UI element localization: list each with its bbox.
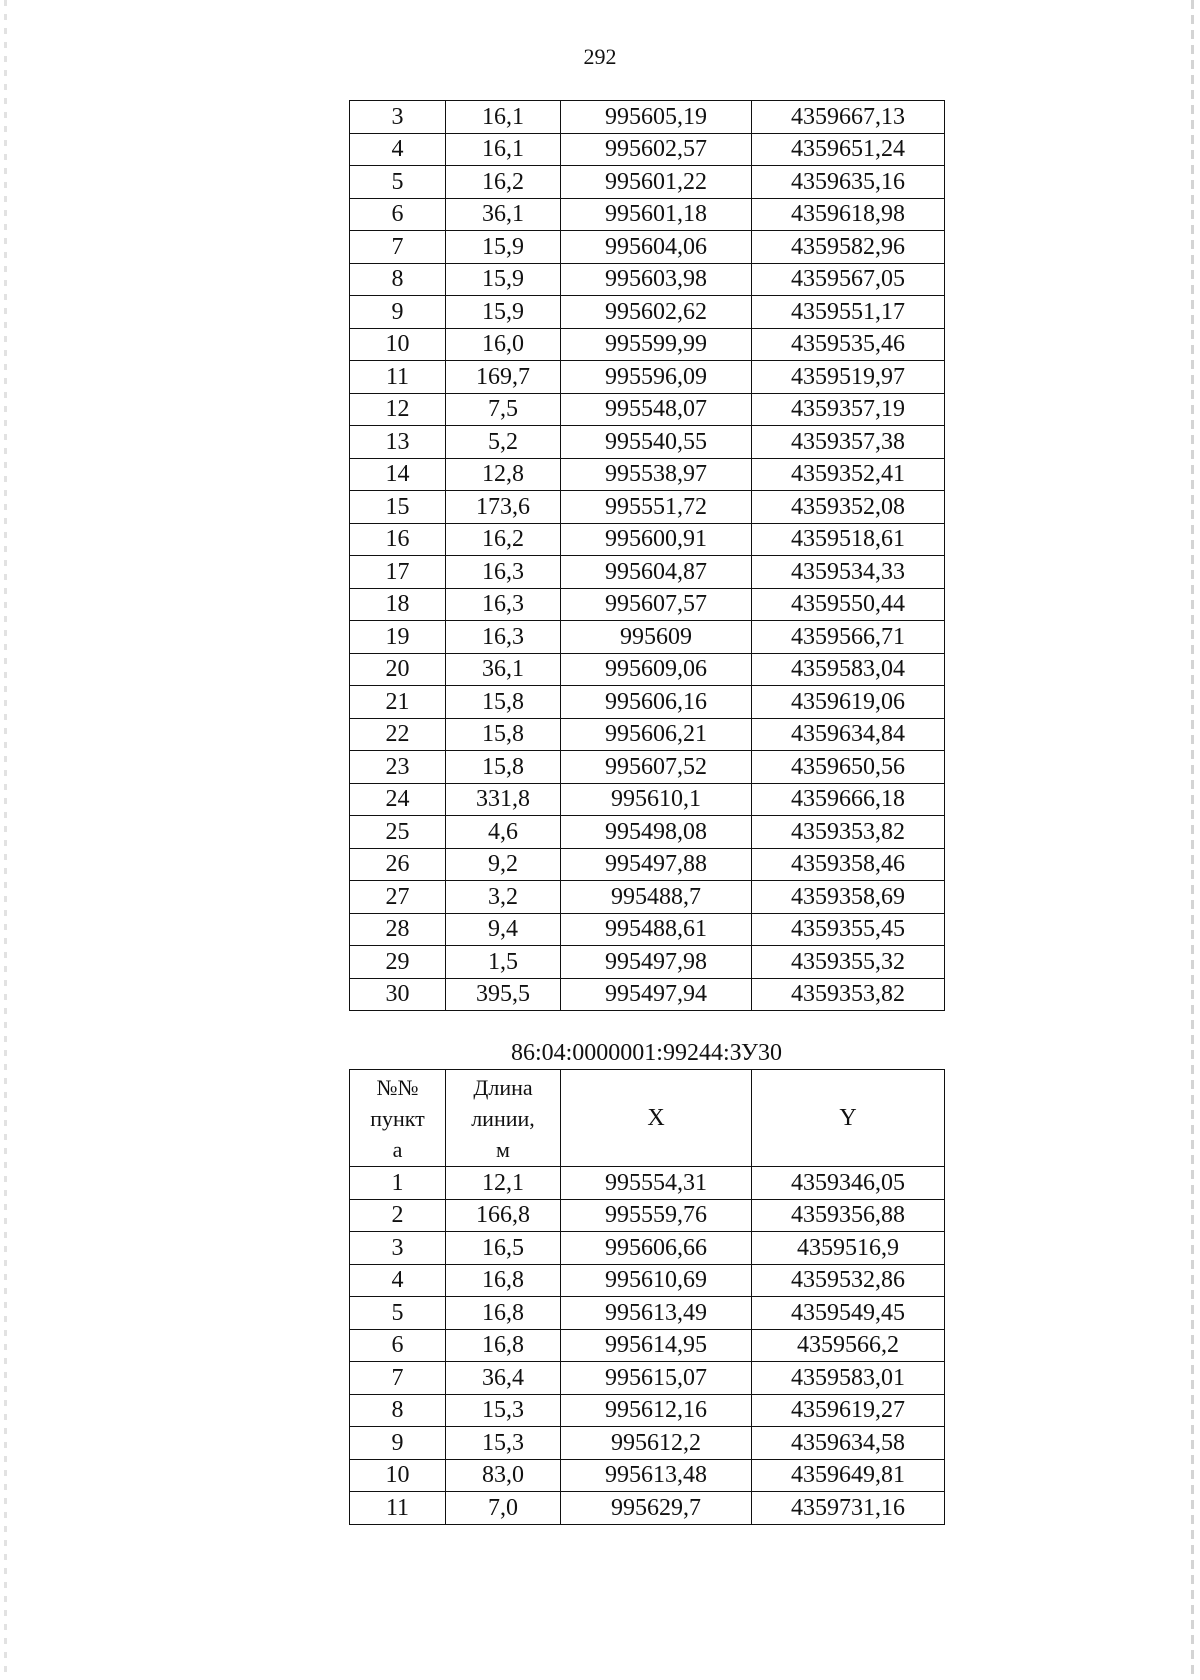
point-number-cell: 10 bbox=[350, 1459, 446, 1492]
line-length-cell: 1,5 bbox=[446, 946, 561, 979]
y-coordinate-cell: 4359519,97 bbox=[752, 361, 945, 394]
table-row bbox=[350, 1427, 945, 1460]
line-length-cell: 16,2 bbox=[446, 166, 561, 199]
line-length-cell: 3,2 bbox=[446, 881, 561, 914]
point-number-cell: 3 bbox=[350, 101, 446, 134]
point-number-cell: 30 bbox=[350, 978, 446, 1011]
line-length-cell: 331,8 bbox=[446, 783, 561, 816]
x-coordinate-cell: 995605,19 bbox=[561, 101, 752, 134]
y-coordinate-cell: 4359635,16 bbox=[752, 166, 945, 199]
coordinates-table-body bbox=[350, 101, 945, 1011]
x-coordinate-cell: 995610,69 bbox=[561, 1264, 752, 1297]
table-row bbox=[350, 393, 945, 426]
line-length-cell: 15,9 bbox=[446, 296, 561, 329]
y-coordinate-cell: 4359353,82 bbox=[752, 978, 945, 1011]
x-coordinate-cell: 995612,2 bbox=[561, 1427, 752, 1460]
scan-edge-right bbox=[1191, 0, 1194, 1680]
x-coordinate-cell: 995615,07 bbox=[561, 1362, 752, 1395]
table-row bbox=[350, 1232, 945, 1265]
x-coordinate-cell: 995538,97 bbox=[561, 458, 752, 491]
coordinates-table-zu30 bbox=[349, 1069, 945, 1525]
table-row bbox=[350, 913, 945, 946]
point-number-cell: 17 bbox=[350, 556, 446, 589]
point-number-cell: 5 bbox=[350, 166, 446, 199]
line-length-cell: 12,8 bbox=[446, 458, 561, 491]
table-row bbox=[350, 816, 945, 849]
x-coordinate-cell: 995488,61 bbox=[561, 913, 752, 946]
x-coordinate-header: X bbox=[561, 1070, 752, 1167]
x-coordinate-cell: 995488,7 bbox=[561, 881, 752, 914]
table-row bbox=[350, 263, 945, 296]
line-length-header-line: м bbox=[496, 1136, 510, 1162]
table-row bbox=[350, 523, 945, 556]
point-number-cell: 24 bbox=[350, 783, 446, 816]
point-number-cell: 3 bbox=[350, 1232, 446, 1265]
table-row bbox=[350, 1459, 945, 1492]
point-number-cell: 11 bbox=[350, 361, 446, 394]
x-coordinate-cell: 995606,16 bbox=[561, 686, 752, 719]
point-number-cell: 2 bbox=[350, 1199, 446, 1232]
table-row bbox=[350, 556, 945, 589]
y-coordinate-cell: 4359352,41 bbox=[752, 458, 945, 491]
x-coordinate-cell: 995603,98 bbox=[561, 263, 752, 296]
point-number-header-line: №№ bbox=[376, 1074, 419, 1100]
line-length-cell: 16,0 bbox=[446, 328, 561, 361]
line-length-cell: 83,0 bbox=[446, 1459, 561, 1492]
point-number-cell: 13 bbox=[350, 426, 446, 459]
point-number-cell: 26 bbox=[350, 848, 446, 881]
line-length-cell: 7,0 bbox=[446, 1492, 561, 1525]
y-coordinate-cell: 4359357,38 bbox=[752, 426, 945, 459]
point-number-cell: 6 bbox=[350, 1329, 446, 1362]
point-number-cell: 11 bbox=[350, 1492, 446, 1525]
line-length-cell: 9,4 bbox=[446, 913, 561, 946]
x-coordinate-cell: 995559,76 bbox=[561, 1199, 752, 1232]
point-number-cell: 12 bbox=[350, 393, 446, 426]
table-row bbox=[350, 783, 945, 816]
x-coordinate-cell: 995602,62 bbox=[561, 296, 752, 329]
table-row bbox=[350, 1264, 945, 1297]
line-length-cell: 16,3 bbox=[446, 556, 561, 589]
point-number-cell: 29 bbox=[350, 946, 446, 979]
y-coordinate-cell: 4359583,04 bbox=[752, 653, 945, 686]
point-number-cell: 14 bbox=[350, 458, 446, 491]
y-coordinate-cell: 4359619,06 bbox=[752, 686, 945, 719]
line-length-cell: 16,1 bbox=[446, 133, 561, 166]
coordinates-table-continued bbox=[349, 100, 945, 1011]
x-coordinate-cell: 995596,09 bbox=[561, 361, 752, 394]
line-length-cell: 15,3 bbox=[446, 1394, 561, 1427]
line-length-cell: 16,3 bbox=[446, 621, 561, 654]
x-coordinate-cell: 995613,49 bbox=[561, 1297, 752, 1330]
line-length-header-line: линии, bbox=[471, 1105, 535, 1131]
y-coordinate-cell: 4359618,98 bbox=[752, 198, 945, 231]
table-row bbox=[350, 1167, 945, 1200]
table-row bbox=[350, 1492, 945, 1525]
page-number: 292 bbox=[583, 44, 617, 69]
x-coordinate-cell: 995613,48 bbox=[561, 1459, 752, 1492]
table-row bbox=[350, 1297, 945, 1330]
y-coordinate-cell: 4359667,13 bbox=[752, 101, 945, 134]
y-coordinate-cell: 4359567,05 bbox=[752, 263, 945, 296]
y-coordinate-cell: 4359583,01 bbox=[752, 1362, 945, 1395]
point-number-cell: 16 bbox=[350, 523, 446, 556]
point-number-cell: 25 bbox=[350, 816, 446, 849]
line-length-cell: 169,7 bbox=[446, 361, 561, 394]
line-length-cell: 9,2 bbox=[446, 848, 561, 881]
table-row bbox=[350, 361, 945, 394]
y-coordinate-cell: 4359518,61 bbox=[752, 523, 945, 556]
x-coordinate-cell: 995609 bbox=[561, 621, 752, 654]
table-row bbox=[350, 946, 945, 979]
x-coordinate-cell: 995601,18 bbox=[561, 198, 752, 231]
point-number-cell: 21 bbox=[350, 686, 446, 719]
table-row bbox=[350, 133, 945, 166]
x-coordinate-cell: 995606,66 bbox=[561, 1232, 752, 1265]
y-coordinate-cell: 4359358,69 bbox=[752, 881, 945, 914]
line-length-cell: 16,1 bbox=[446, 101, 561, 134]
table-row bbox=[350, 751, 945, 784]
point-number-cell: 10 bbox=[350, 328, 446, 361]
y-coordinate-cell: 4359566,2 bbox=[752, 1329, 945, 1362]
point-number-cell: 23 bbox=[350, 751, 446, 784]
parcel-number-heading: 86:04:0000001:99244:ЗУ30 bbox=[510, 1040, 783, 1066]
line-length-cell: 36,1 bbox=[446, 653, 561, 686]
x-coordinate-cell: 995607,57 bbox=[561, 588, 752, 621]
x-coordinate-cell: 995600,91 bbox=[561, 523, 752, 556]
line-length-cell: 12,1 bbox=[446, 1167, 561, 1200]
y-coordinate-cell: 4359582,96 bbox=[752, 231, 945, 264]
table-row bbox=[350, 588, 945, 621]
y-coordinate-cell: 4359549,45 bbox=[752, 1297, 945, 1330]
table-row bbox=[350, 491, 945, 524]
table-row bbox=[350, 621, 945, 654]
y-coordinate-cell: 4359357,19 bbox=[752, 393, 945, 426]
x-coordinate-cell: 995498,08 bbox=[561, 816, 752, 849]
x-coordinate-cell: 995610,1 bbox=[561, 783, 752, 816]
line-length-cell: 15,9 bbox=[446, 231, 561, 264]
x-coordinate-cell: 995599,99 bbox=[561, 328, 752, 361]
line-length-cell: 36,4 bbox=[446, 1362, 561, 1395]
table-row bbox=[350, 1394, 945, 1427]
y-coordinate-cell: 4359353,82 bbox=[752, 816, 945, 849]
x-coordinate-cell: 995601,22 bbox=[561, 166, 752, 199]
line-length-cell: 16,8 bbox=[446, 1264, 561, 1297]
line-length-cell: 16,8 bbox=[446, 1297, 561, 1330]
line-length-header-line: Длина bbox=[473, 1074, 533, 1100]
x-coordinate-cell: 995614,95 bbox=[561, 1329, 752, 1362]
x-coordinate-cell: 995604,06 bbox=[561, 231, 752, 264]
y-coordinate-cell: 4359634,84 bbox=[752, 718, 945, 751]
x-coordinate-cell: 995604,87 bbox=[561, 556, 752, 589]
point-number-cell: 8 bbox=[350, 1394, 446, 1427]
line-length-cell: 5,2 bbox=[446, 426, 561, 459]
line-length-cell: 395,5 bbox=[446, 978, 561, 1011]
x-coordinate-cell: 995497,94 bbox=[561, 978, 752, 1011]
y-coordinate-cell: 4359355,32 bbox=[752, 946, 945, 979]
x-coordinate-cell: 995609,06 bbox=[561, 653, 752, 686]
line-length-cell: 36,1 bbox=[446, 198, 561, 231]
point-number-cell: 4 bbox=[350, 1264, 446, 1297]
point-number-cell: 27 bbox=[350, 881, 446, 914]
point-number-cell: 6 bbox=[350, 198, 446, 231]
line-length-cell: 7,5 bbox=[446, 393, 561, 426]
y-coordinate-cell: 4359566,71 bbox=[752, 621, 945, 654]
point-number-cell: 15 bbox=[350, 491, 446, 524]
y-coordinate-cell: 4359346,05 bbox=[752, 1167, 945, 1200]
line-length-cell: 16,2 bbox=[446, 523, 561, 556]
scan-edge-left bbox=[4, 0, 7, 1680]
table-row bbox=[350, 1329, 945, 1362]
line-length-cell: 16,3 bbox=[446, 588, 561, 621]
x-coordinate-cell: 995497,98 bbox=[561, 946, 752, 979]
point-number-cell: 9 bbox=[350, 296, 446, 329]
x-coordinate-cell: 995554,31 bbox=[561, 1167, 752, 1200]
y-coordinate-cell: 4359352,08 bbox=[752, 491, 945, 524]
point-number-cell: 19 bbox=[350, 621, 446, 654]
x-coordinate-cell: 995612,16 bbox=[561, 1394, 752, 1427]
y-coordinate-cell: 4359535,46 bbox=[752, 328, 945, 361]
point-number-cell: 28 bbox=[350, 913, 446, 946]
table-row bbox=[350, 1362, 945, 1395]
y-coordinate-header: Y bbox=[752, 1070, 945, 1167]
line-length-cell: 16,5 bbox=[446, 1232, 561, 1265]
x-coordinate-cell: 995548,07 bbox=[561, 393, 752, 426]
table-header-row bbox=[350, 1070, 945, 1167]
table-row bbox=[350, 848, 945, 881]
point-number-cell: 7 bbox=[350, 1362, 446, 1395]
point-number-cell: 18 bbox=[350, 588, 446, 621]
x-coordinate-cell: 995602,57 bbox=[561, 133, 752, 166]
point-number-header bbox=[350, 1070, 446, 1167]
y-coordinate-cell: 4359651,24 bbox=[752, 133, 945, 166]
line-length-cell: 173,6 bbox=[446, 491, 561, 524]
y-coordinate-cell: 4359516,9 bbox=[752, 1232, 945, 1265]
x-coordinate-cell: 995606,21 bbox=[561, 718, 752, 751]
y-coordinate-cell: 4359666,18 bbox=[752, 783, 945, 816]
point-number-cell: 1 bbox=[350, 1167, 446, 1200]
y-coordinate-cell: 4359619,27 bbox=[752, 1394, 945, 1427]
table-row bbox=[350, 978, 945, 1011]
y-coordinate-cell: 4359532,86 bbox=[752, 1264, 945, 1297]
point-number-cell: 7 bbox=[350, 231, 446, 264]
point-number-cell: 8 bbox=[350, 263, 446, 296]
y-coordinate-cell: 4359650,56 bbox=[752, 751, 945, 784]
table-row bbox=[350, 231, 945, 264]
x-coordinate-cell: 995540,55 bbox=[561, 426, 752, 459]
y-coordinate-cell: 4359534,33 bbox=[752, 556, 945, 589]
y-coordinate-cell: 4359634,58 bbox=[752, 1427, 945, 1460]
table-row bbox=[350, 166, 945, 199]
line-length-cell: 15,3 bbox=[446, 1427, 561, 1460]
y-coordinate-cell: 4359649,81 bbox=[752, 1459, 945, 1492]
line-length-cell: 15,8 bbox=[446, 718, 561, 751]
x-coordinate-cell: 995629,7 bbox=[561, 1492, 752, 1525]
table-row bbox=[350, 328, 945, 361]
line-length-cell: 16,8 bbox=[446, 1329, 561, 1362]
table-row bbox=[350, 101, 945, 134]
coordinates-table-body bbox=[350, 1167, 945, 1525]
line-length-cell: 4,6 bbox=[446, 816, 561, 849]
x-coordinate-cell: 995551,72 bbox=[561, 491, 752, 524]
line-length-cell: 15,8 bbox=[446, 751, 561, 784]
table-row bbox=[350, 881, 945, 914]
x-coordinate-cell: 995607,52 bbox=[561, 751, 752, 784]
table-row bbox=[350, 653, 945, 686]
line-length-cell: 166,8 bbox=[446, 1199, 561, 1232]
line-length-header bbox=[446, 1070, 561, 1167]
y-coordinate-cell: 4359551,17 bbox=[752, 296, 945, 329]
table-row bbox=[350, 426, 945, 459]
point-number-cell: 4 bbox=[350, 133, 446, 166]
point-number-cell: 20 bbox=[350, 653, 446, 686]
table-row bbox=[350, 458, 945, 491]
y-coordinate-cell: 4359550,44 bbox=[752, 588, 945, 621]
table-row bbox=[350, 718, 945, 751]
y-coordinate-cell: 4359356,88 bbox=[752, 1199, 945, 1232]
line-length-cell: 15,9 bbox=[446, 263, 561, 296]
x-coordinate-cell: 995497,88 bbox=[561, 848, 752, 881]
point-number-cell: 22 bbox=[350, 718, 446, 751]
point-number-header-line: а bbox=[392, 1136, 403, 1162]
point-number-cell: 5 bbox=[350, 1297, 446, 1330]
y-coordinate-cell: 4359358,46 bbox=[752, 848, 945, 881]
y-coordinate-cell: 4359355,45 bbox=[752, 913, 945, 946]
table-row bbox=[350, 686, 945, 719]
line-length-cell: 15,8 bbox=[446, 686, 561, 719]
point-number-cell: 9 bbox=[350, 1427, 446, 1460]
y-coordinate-cell: 4359731,16 bbox=[752, 1492, 945, 1525]
table-row bbox=[350, 1199, 945, 1232]
table-row bbox=[350, 296, 945, 329]
point-number-header-line: пункт bbox=[370, 1105, 425, 1131]
table-row bbox=[350, 198, 945, 231]
